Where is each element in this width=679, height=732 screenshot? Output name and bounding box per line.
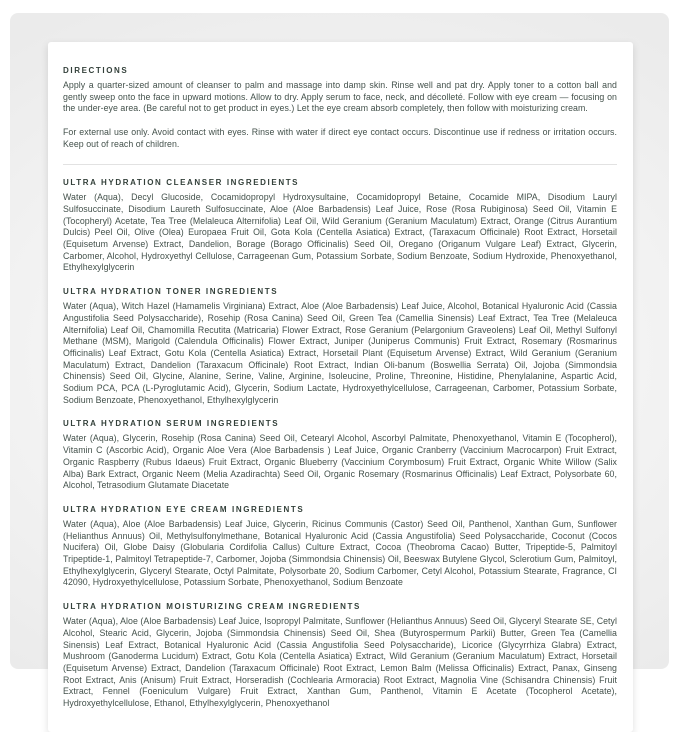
- section-heading-eye-cream: ULTRA HYDRATION EYE CREAM INGREDIENTS: [63, 505, 617, 514]
- ingredients-section-cleanser: [63, 178, 617, 274]
- section-heading-moisturizing-cream: ULTRA HYDRATION MOISTURIZING CREAM INGREDIENTS: [63, 602, 617, 611]
- directions-section: [63, 66, 617, 150]
- section-heading-serum: ULTRA HYDRATION SERUM INGREDIENTS: [63, 419, 617, 428]
- directions-paragraph-usage: Apply a quarter-sized amount of cleanser to palm and massage into damp skin. Rinse well and pat dry. Apply toner to a cotton ball and gently sweep onto the face in upward motions. Allow to dry. Apply serum to face, neck, and décolleté. Follow with eye cream — focusing on the under-eye area. (Be careful not to get product in eyes.) Let the eye cream absorb completely, then follow with moisturizing cream.: [63, 80, 617, 115]
- ingredients-section-moisturizing-cream: [63, 602, 617, 710]
- ingredients-section-toner: [63, 287, 617, 406]
- ingredients-section-eye-cream: [63, 505, 617, 589]
- ingredients-text-toner: Water (Aqua), Witch Hazel (Hamamelis Virginiana) Extract, Aloe (Aloe Barbadensis) Leaf Juice, Alcohol, Botanical Hyaluronic Acid (Cassia Angustifolia Seed Polysaccharide), Rosehip (Rosa Canina) Seed Oil, Green Tea (Camellia Sinensis) Leaf Extract, Tea Tree (Melaleuca Alternifolia) Leaf Oil, Chamomilla Recutita (Matricaria) Flower Extract, Rose Geranium (Pelargonium Graveolens) Leaf Oil, Methyl Sulfonyl Methane (MSM), Marigold (Calendula Officinalis) Flower Extract, Juniper (Juniperus Communis) Fruit Extract, Rosemary (Rosmarinus Officinalis) Leaf Extract, Gotu Kola (Centella Asiatica) Extract, Horsetail Plant (Equisetum Arvense) Extract, Wild Geranium (Geranium Maculatum) Extract, Dandelion (Taraxacum Officinale) Root Extract, Indian Oli-banum (Boswellia Serrata) Oil, Jojoba (Simmondsia Chinensis) Seed Oil, Glycine, Alanine, Serine, Valine, Arginine, Isoleucine, Proline, Threonine, Histidine, Phenylalanine, Aspartic Acid, Sodium PCA, PCA (L-Pyroglutamic Acid), Glycerin, Sodium Lactate, Hydroxyethylcellulose, Carrageenan, Carbomer, Potassium Sorbate, Sodium Benzoate, Phenoxyethanol, Ethylhexylglycerin: [63, 301, 617, 406]
- ingredients-text-cleanser: Water (Aqua), Decyl Glucoside, Cocamidopropyl Hydroxysultaine, Cocamidopropyl Betaine, Cocamide MIPA, Disodium Lauryl Sulfosuccinate, Disodium Laureth Sulfosuccinate, Aloe (Aloe Barbadensis) Leaf Juice, Rose (Rosa Rubiginosa) Seed Oil, Vitamin E (Tocopheryl) Acetate, Tea Tree (Melaleuca Alternifolia) Leaf Oil, Wild Geranium (Geranium Maculatum) Extract, Orange (Citrus Aurantium Dulcis) Peel Oil, Olive (Olea) Europaea Fruit Oil, Gota Kola (Centella Asiatica) Extract, (Taraxacum Officinale) Root Extract, Horsetail (Equisetum Arvense) Extract, Dandelion, Borage (Borago Officinalis) Seed Oil, Oregano (Origanum Vulgare Leaf) Extract, Glycerin, Carbomer, Alcohol, Hydroxyethyl Cellulose, Carrageenan Gum, Potassium Sorbate, Sodium Benzoate, Sodium Hydroxide, Phenoxyethanol, Ethylhexylglycerin: [63, 192, 617, 274]
- product-info-card: [48, 42, 633, 732]
- section-heading-toner: ULTRA HYDRATION TONER INGREDIENTS: [63, 287, 617, 296]
- directions-paragraph-warning: For external use only. Avoid contact with eyes. Rinse with water if direct eye contact occurs. Discontinue use if redness or irritation occurs. Keep out of reach of children.: [63, 127, 617, 150]
- ingredients-text-serum: Water (Aqua), Glycerin, Rosehip (Rosa Canina) Seed Oil, Cetearyl Alcohol, Ascorbyl Palmitate, Phenoxyethanol, Vitamin E (Tocopherol), Vitamin C (Ascorbic Acid), Organic Aloe Vera (Aloe Barbadensis ) Leaf Juice, Organic Cranberry (Vaccinium Macrocarpon) Fruit Extract, Organic Raspberry (Rubus Idaeus) Fruit Extract, Organic Blueberry (Vaccinium Corymbosum) Fruit Extract, Organic White Willow (Salix Alba) Bark Extract, Organic Neem (Melia Azadirachta) Seed Oil, Organic Rosemary (Rosmarinus Officinalis) Leaf Extract, Polysorbate 60, Alcohol, Tetrasodium Glutamate Diacetate: [63, 433, 617, 492]
- ingredients-text-eye-cream: Water (Aqua), Aloe (Aloe Barbadensis) Leaf Juice, Glycerin, Ricinus Communis (Castor) Seed Oil, Panthenol, Xanthan Gum, Sunflower (Helianthus Annuus) Oil, Methylsulfonylmethane, Botanical Hyaluronic Acid (Cassia Angustifolia) Seed Polysaccharide, Coconut (Cocos Nucifera) Oil, Globe Daisy (Globularia Cordifolia Callus) Culture Extract, Cocoa (Theobroma Cacao) Butter, Tripeptide-5, Palmitoyl Tripeptide-1, Palmitoyl Tetrapeptide-7, Carbomer, Jojoba (Simmondsia Chinensis) Oil, Beeswax Butylene Glycol, Sclerotium Gum, Palmitoyl, Ethylhexylglycerin, Glyceryl Stearate, Octyl Palmitate, Polysorbate 20, Sodium Carbomer, Cetyl Alcohol, Potassium Stearate, Fragrance, CI 42090, Hydroxyethylcellulose, Potassium Sorbate, Phenoxyethanol, Sodium Benzoate: [63, 519, 617, 589]
- directions-heading: DIRECTIONS: [63, 66, 617, 75]
- ingredients-section-serum: [63, 419, 617, 492]
- section-heading-cleanser: ULTRA HYDRATION CLEANSER INGREDIENTS: [63, 178, 617, 187]
- ingredients-text-moisturizing-cream: Water (Aqua), Aloe (Aloe Barbadensis) Leaf Juice, Isopropyl Palmitate, Sunflower (Helianthus Annuus) Seed Oil, Glyceryl Stearate SE, Cetyl Alcohol, Stearic Acid, Glycerin, Jojoba (Simmondsia Chinensis) Seed Oil, Shea (Butyrospermum Parkii) Butter, Green Tea (Camellia Sinensis) Leaf Extract, Botanical Hyaluronic Acid (Cassia Angustifolia Seed Polysaccharide), Licorice (Glycyrrhiza Glabra) Extract, Mushroom (Ganoderma Lucidum) Extract, Gotu Kola (Centella Asiatica) Extract, Wild Geranium (Geranium Maculatum) Extract, Horsetail (Equisetum Arvense) Extract, Dandelion (Taraxacum Officinale) Root Extract, Lemon Balm (Melissa Officinalis) Extract, Panax, Ginseng Root Extract, Anis (Anisum) Fruit Extract, Horseradish (Cochlearia Armoracia) Root Extract, Magnolia Vine (Schisandra Chinensis) Fruit Extract, Fennel (Foeniculum Vulgare) Fruit Extract, Xanthan Gum, Panthenol, Vitamin E Acetate (Tocopherol Acetate), Hydroxyethylcellulose, Ethanol, Ethylhexylglycerin, Phenoxyethanol: [63, 616, 617, 710]
- section-divider: [63, 164, 617, 165]
